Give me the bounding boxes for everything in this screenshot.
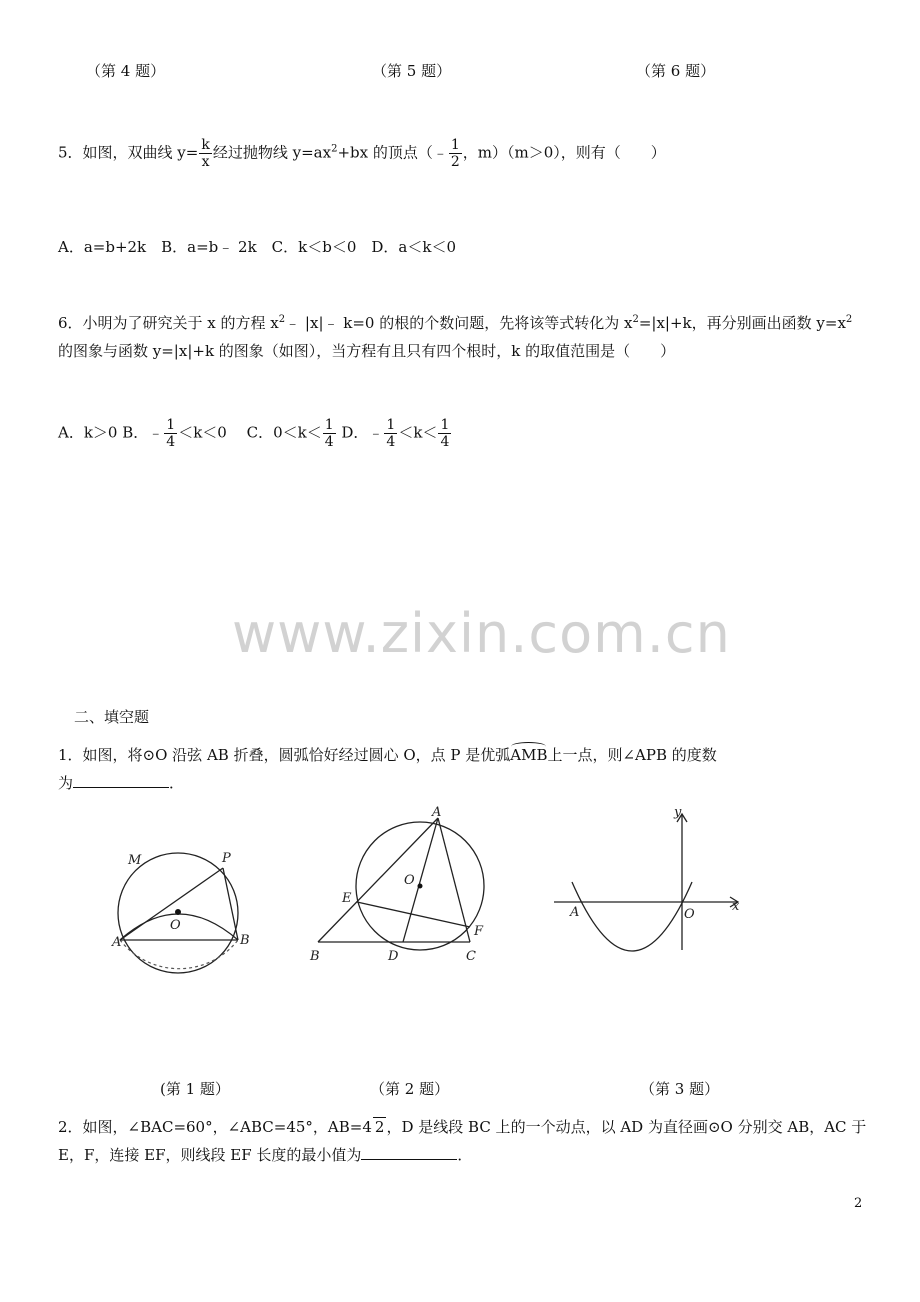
label-m: M [128, 853, 142, 868]
caption-q5: （第 5 题） [372, 62, 452, 80]
answer-blank-1[interactable] [73, 773, 169, 788]
label-e: E [342, 891, 352, 906]
caption-q4: （第 4 题） [86, 62, 166, 80]
label-d: D [388, 949, 399, 964]
label-a: A [112, 935, 122, 950]
label-x: x [732, 899, 740, 914]
page-number: 2 [854, 1196, 863, 1211]
label-y: y [674, 805, 682, 820]
fraction-k-over-x: $\frac{k}{x}$ [201, 137, 210, 170]
caption-fig-2: （第 2 题） [370, 1080, 450, 1098]
fraction-one-half: $\frac{1}{2}$ [450, 137, 460, 170]
label-o: O [404, 873, 415, 888]
label-b: B [310, 949, 320, 964]
fill-question-2-line-1: 2．如图，∠BAC=60°，∠ABC=45°，AB=4 2 ，D 是线段 BC 上的一个动点，以 AD 为直径画⊙O 分别交 AB，AC 于 [58, 1118, 867, 1136]
label-b: B [240, 933, 250, 948]
answer-blank-2[interactable] [361, 1145, 457, 1160]
figure-1-circle-fold [108, 840, 268, 980]
question-6-line-2: 的图象与函数 y=|x|+k 的图象（如图），当方程有且只有四个根时，k 的取值范围是（ ） [58, 342, 676, 360]
caption-q6: （第 6 题） [636, 62, 716, 80]
question-6-line-1: 6．小明为了研究关于 x 的方程 $x^2﹣$ |x|﹣ k=0 的根的个数问题，先将该等式转化为 $x^2=|x|+k$，再分别画出函数 $y=x^2$ [58, 314, 853, 332]
label-a: A [432, 805, 442, 820]
watermark: www.zixin.com.cn [232, 602, 731, 665]
question-5-options: A．a=b+2k B．a=b﹣ 2k C．k＜b＜0 D．a＜k＜0 [58, 238, 456, 256]
caption-fig-1: (第 1 题） [160, 1080, 230, 1098]
figure-3-parabola [548, 800, 748, 960]
figure-2-triangle-circle [300, 800, 500, 970]
label-o: O [684, 907, 695, 922]
fill-question-1-line-2: 为 ． [58, 774, 185, 792]
caption-fig-3: （第 3 题） [640, 1080, 720, 1098]
fill-question-2-line-2: E，F，连接 EF，则线段 EF 长度的最小值为 ． [58, 1146, 473, 1164]
question-5: 5．如图，双曲线 y= $\frac{k}{x}$ 经过抛物线 $y=ax^2+bx$ 的顶点（﹣ $\frac{1}{2}$ ，m）（m＞0），则有（ ） [58, 137, 666, 170]
label-c: C [466, 949, 476, 964]
square-root: 2 [374, 1118, 385, 1136]
label-p: P [222, 851, 231, 866]
fill-question-1-line-1: 1．如图，将⊙O 沿弦 AB 折叠，圆弧恰好经过圆心 O，点 P 是优弧AMB上一点，则∠APB 的度数 [58, 746, 717, 764]
question-6-options: A．k＞0 B．﹣ $\frac{1}{4}$ ＜k＜0 C．0＜k＜ $\frac{1}{4}$ D．﹣ $\frac{1}{4}$ ＜k＜ $\frac{1}{4}$ [58, 417, 450, 450]
arc-amb: AMB [510, 746, 548, 764]
section-heading-fill-in: 二、填空题 [74, 708, 150, 726]
label-a: A [570, 905, 580, 920]
label-o: O [170, 918, 181, 933]
label-f: F [474, 924, 484, 939]
